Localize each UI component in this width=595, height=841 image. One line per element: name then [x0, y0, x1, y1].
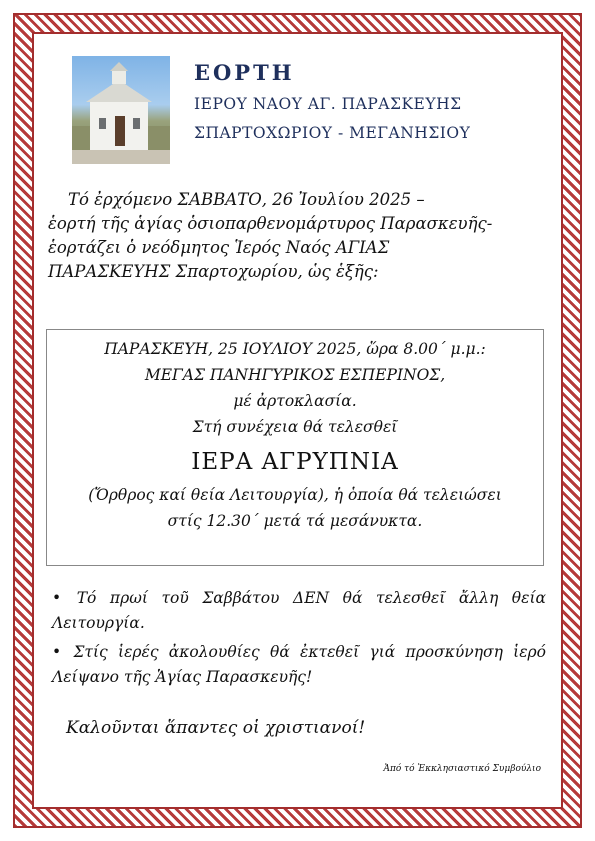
intro-line: ἑορτάζει ὁ νεόδμητος Ἱερός Ναός ΑΓΙΑΣ	[48, 238, 390, 257]
church-location: ΣΠΑΡΤΟΧΩΡΙΟΥ - ΜΕΓΑΝΗΣΙΟΥ	[194, 124, 471, 142]
closing-invitation: Καλοῦνται ἅπαντες οἱ χριστιανοί!	[66, 718, 366, 738]
schedule-note: μέ ἀρτοκλασία.	[233, 392, 357, 410]
vigil-heading: ΙΕΡΑ ΑΓΡΥΠΝΙΑ	[191, 449, 399, 475]
bullet-icon: •	[52, 643, 62, 661]
header	[194, 60, 554, 153]
schedule-box	[46, 329, 544, 566]
page-title: ΕΟΡΤΗ	[194, 60, 295, 85]
list-item-text: Στίς ἱερές ἀκολουθίες θά ἐκτεθεῖ γιά προσκύνηση ἱερό Λείψανο τῆς Ἁγίας Παρασκευῆς!	[52, 643, 546, 686]
signature: Ἀπό τό Ἐκκλησιαστικό Συμβούλιο	[383, 764, 541, 774]
list-item-text: Τό πρωί τοῦ Σαββάτου ΔΕΝ θά τελεσθεῖ ἄλλη θεία Λειτουργία.	[52, 589, 546, 632]
intro-line: ΠΑΡΑΣΚΕΥΗΣ Σπαρτοχωρίου, ὡς ἑξῆς:	[48, 262, 379, 281]
church-name: ΙΕΡΟΥ ΝΑΟΥ ΑΓ. ΠΑΡΑΣΚΕΥΗΣ	[194, 95, 462, 113]
schedule-date: ΠΑΡΑΣΚΕΥΗ, 25 ΙΟΥΛΙΟΥ 2025, ὥρα 8.00΄ μ.μ.:	[104, 340, 486, 358]
schedule-continuation: Στή συνέχεια θά τελεσθεῖ	[192, 418, 398, 436]
list-item	[52, 586, 546, 636]
intro-line: ἑορτή τῆς ἁγίας ὁσιοπαρθενομάρτυρος Παρασκευῆς-	[48, 214, 493, 233]
schedule-liturgy: (Ὄρθρος καί θεία Λειτουργία), ἡ ὁποία θά τελειώσει	[88, 486, 502, 504]
schedule-end-time: στίς 12.30΄ μετά τά μεσάνυκτα.	[167, 512, 423, 530]
chapel-photo	[72, 56, 170, 164]
intro-line: Τό ἐρχόμενο ΣΑΒΒΑΤΟ, 26 Ἰουλίου 2025 –	[68, 190, 425, 209]
bullet-icon: •	[52, 589, 62, 607]
chapel-illustration	[72, 56, 170, 164]
schedule-vespers: ΜΕΓΑΣ ΠΑΝΗΓΥΡΙΚΟΣ ΕΣΠΕΡΙΝΟΣ,	[144, 366, 446, 384]
intro-paragraph	[48, 188, 548, 284]
poster-content	[46, 46, 549, 796]
list-item	[52, 640, 546, 690]
notes-list	[52, 586, 546, 694]
